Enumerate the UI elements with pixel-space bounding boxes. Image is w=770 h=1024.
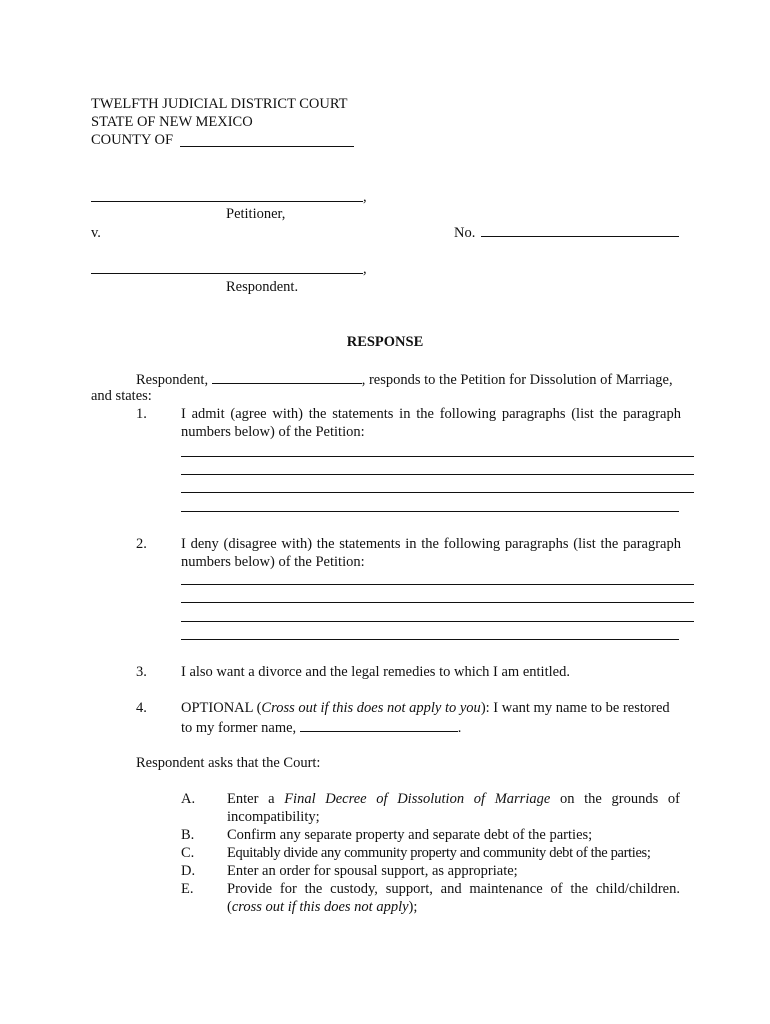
ask-b-letter: B. bbox=[181, 827, 195, 843]
respondent-label: Respondent. bbox=[226, 279, 299, 295]
item-2-blank-line[interactable] bbox=[181, 639, 679, 640]
item-4-line-1 bbox=[181, 699, 670, 717]
respondent-intro-blank[interactable] bbox=[212, 369, 362, 384]
intro-line bbox=[136, 369, 673, 389]
ask-e-pre: Provide for the custody, support, and maintenance of the child/children. ( bbox=[227, 881, 680, 915]
former-name-blank[interactable] bbox=[300, 717, 458, 732]
ask-a-letter: A. bbox=[181, 791, 196, 807]
item-3-text: I also want a divorce and the legal remedies to which I am entitled. bbox=[181, 664, 570, 680]
ask-a-italic: Final Decree of Dissolution of Marriage bbox=[284, 791, 551, 807]
item-1-blank-line[interactable] bbox=[181, 492, 694, 493]
respondent-comma: , bbox=[363, 261, 367, 277]
item-4-end: . bbox=[457, 720, 462, 736]
county-label: COUNTY OF bbox=[91, 132, 174, 148]
ask-e-text bbox=[227, 880, 680, 916]
item-4-former-name: to my former name, bbox=[181, 720, 297, 736]
document-title: RESPONSE bbox=[346, 334, 424, 350]
respondent-name-blank[interactable] bbox=[91, 273, 363, 274]
ask-e-italic: cross out if this does not apply bbox=[231, 899, 409, 915]
item-1-blank-line[interactable] bbox=[181, 456, 694, 457]
ask-e-post: ); bbox=[408, 899, 418, 915]
item-2-blank-line[interactable] bbox=[181, 584, 694, 585]
item-4-optional-italic: Cross out if this does not apply to you bbox=[261, 700, 481, 716]
ask-a-pre: Enter a bbox=[227, 791, 285, 807]
ask-a-text bbox=[227, 790, 680, 826]
ask-e-letter: E. bbox=[181, 881, 194, 897]
intro-cont: and states: bbox=[91, 388, 152, 404]
ask-c-letter: C. bbox=[181, 845, 195, 861]
item-3-number: 3. bbox=[136, 664, 147, 680]
item-1-blank-line[interactable] bbox=[181, 511, 679, 512]
asks-lead: Respondent asks that the Court: bbox=[136, 755, 321, 771]
item-4-line-2 bbox=[181, 717, 461, 737]
item-4-optional: OPTIONAL ( bbox=[181, 700, 262, 716]
ask-c-text: Equitably divide any community property and community debt of the parties; bbox=[227, 845, 651, 861]
ask-a-post: on the grounds of incompatibility; bbox=[227, 791, 680, 825]
item-1-number: 1. bbox=[136, 406, 147, 422]
ask-b-text: Confirm any separate property and separate debt of the parties; bbox=[227, 827, 593, 843]
versus-label: v. bbox=[91, 225, 101, 241]
item-4-optional-tail: ): I want my name to be restored bbox=[480, 700, 670, 716]
intro-lead: Respondent, bbox=[136, 372, 209, 388]
ask-d-letter: D. bbox=[181, 863, 196, 879]
court-name: TWELFTH JUDICIAL DISTRICT COURT bbox=[91, 96, 348, 112]
item-2-blank-line[interactable] bbox=[181, 621, 694, 622]
item-2-number: 2. bbox=[136, 536, 147, 552]
petitioner-name-blank[interactable] bbox=[91, 201, 363, 202]
item-4-number: 4. bbox=[136, 700, 147, 716]
case-number-blank[interactable] bbox=[481, 236, 679, 237]
case-number-label: No. bbox=[454, 225, 476, 241]
intro-tail: , responds to the Petition for Dissolution of Marriage, bbox=[361, 372, 673, 388]
item-2-text: I deny (disagree with) the statements in the following paragraphs (list the paragraph numbers below) of the Petition: bbox=[181, 536, 681, 570]
petitioner-label: Petitioner, bbox=[226, 206, 286, 222]
petitioner-comma: , bbox=[363, 189, 367, 205]
item-1-blank-line[interactable] bbox=[181, 474, 694, 475]
item-1-text: I admit (agree with) the statements in the following paragraphs (list the paragraph numbers below) of the Petition: bbox=[181, 406, 681, 440]
ask-d-text: Enter an order for spousal support, as appropriate; bbox=[227, 863, 518, 879]
state-name: STATE OF NEW MEXICO bbox=[91, 114, 253, 130]
item-2-blank-line[interactable] bbox=[181, 602, 694, 603]
county-blank[interactable] bbox=[180, 146, 354, 147]
